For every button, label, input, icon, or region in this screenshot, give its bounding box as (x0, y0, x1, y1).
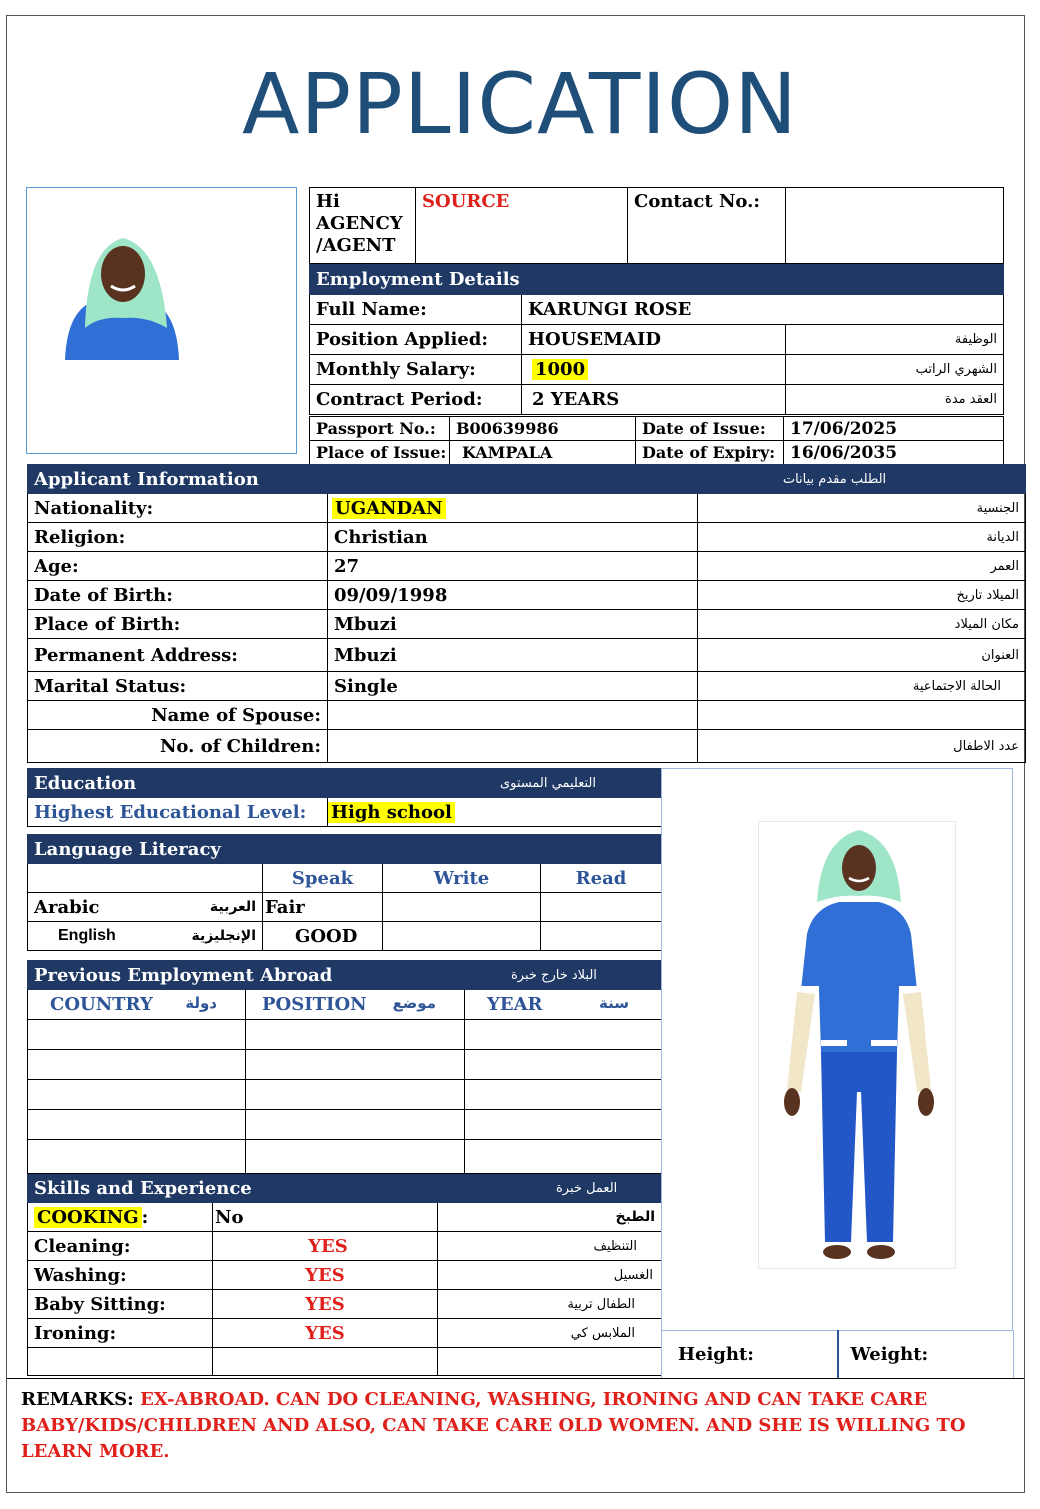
lang-arabic-label: Arabic (28, 893, 153, 922)
spouse-label: Name of Spouse: (28, 701, 328, 730)
spouse-ar (698, 701, 1026, 730)
applicant-header: Applicant Information (28, 465, 698, 494)
contract-value: 2 YEARS (522, 385, 786, 415)
year-col-header-ar: سنة (599, 994, 629, 1012)
dob-label: Date of Birth: (28, 581, 328, 610)
portrait-photo-frame (26, 187, 297, 454)
passport-table (309, 416, 1004, 465)
language-table (27, 834, 662, 951)
religion-ar: الديانة (698, 523, 1026, 552)
remarks-label: REMARKS: (21, 1389, 134, 1410)
agency-source: SOURCE (416, 188, 628, 264)
education-level-value: High school (328, 802, 455, 823)
expiry-date-value: 16/06/2035 (784, 441, 1004, 465)
lang-english-ar: الإنجليزية (153, 922, 263, 951)
nationality-ar: الجنسية (698, 494, 1026, 523)
skill-babysitting-ar: الطفال تربية (438, 1290, 662, 1319)
skill-washing-value: YES (213, 1261, 438, 1290)
skill-cooking-value: No (213, 1203, 438, 1232)
salary-value: 1000 (532, 359, 588, 380)
nationality-value: UGANDAN (332, 498, 446, 519)
full-name-value: KARUNGI ROSE (522, 295, 1004, 325)
employment-table (309, 264, 1004, 415)
height-weight-table (661, 1330, 1014, 1379)
age-label: Age: (28, 552, 328, 581)
skill-cooking-label: COOKING (34, 1207, 142, 1228)
table-row (28, 1080, 662, 1110)
birth-place-ar: مكان الميلاد (698, 610, 1026, 639)
lang-arabic-write (383, 893, 541, 922)
previous-employment-table (27, 960, 662, 1174)
skill-ironing-label: Ironing: (28, 1319, 213, 1348)
employment-header: Employment Details (310, 265, 1004, 295)
nationality-label: Nationality: (28, 494, 328, 523)
address-ar: العنوان (698, 639, 1026, 672)
education-level-label: Highest Educational Level: (28, 798, 328, 827)
lang-arabic-read (541, 893, 662, 922)
full-name-label: Full Name: (310, 295, 522, 325)
skills-header-ar: العمل خبرة (438, 1175, 662, 1203)
expiry-date-label: Date of Expiry: (636, 441, 784, 465)
issue-date-label: Date of Issue: (636, 417, 784, 441)
contract-ar: العقد مدة (786, 385, 1004, 415)
skill-ironing-ar: الملابس كي (438, 1319, 662, 1348)
contact-value[interactable] (786, 188, 1004, 264)
write-col-header: Write (383, 864, 541, 893)
remarks-section (7, 1378, 1024, 1492)
skill-babysitting-value: YES (213, 1290, 438, 1319)
issue-place-label: Place of Issue: (310, 441, 450, 465)
contract-label: Contract Period: (310, 385, 522, 415)
height-label: Height: (662, 1331, 838, 1379)
marital-ar: الحالة الاجتماعية (698, 672, 1026, 701)
skill-washing-ar: الغسيل (438, 1261, 662, 1290)
country-col-header-ar: دولة (185, 994, 217, 1012)
skills-table: Skills and Experience العمل خبرة COOKING : No الطبخ Cleaning: YES التنظيف Washing: YES الغسيل Baby Sitting: YES الطفال تربية Ironing: YES الملابس كي (27, 1174, 662, 1376)
position-ar: الوظيفة (786, 325, 1004, 355)
children-ar: عدد الاطفال (698, 730, 1026, 763)
age-ar: العمر (698, 552, 1026, 581)
remarks-line-1: EX-ABROAD. CAN DO CLEANING, WASHING, IRONING AND CAN TAKE CARE (140, 1389, 928, 1410)
table-row (28, 1050, 662, 1080)
skill-cooking-ar: الطبخ (438, 1203, 662, 1232)
salary-ar: الشهري الراتب (786, 355, 1004, 385)
lang-arabic-speak: Fair (263, 893, 383, 922)
skill-washing-label: Washing: (28, 1261, 213, 1290)
religion-label: Religion: (28, 523, 328, 552)
language-header: Language Literacy (28, 835, 662, 864)
lang-english-speak: GOOD (263, 922, 383, 951)
page-title: APPLICATION (242, 55, 798, 153)
education-table (27, 768, 662, 827)
table-row (28, 1110, 662, 1140)
dob-ar: الميلاد تاريخ (698, 581, 1026, 610)
lang-english-write (383, 922, 541, 951)
read-col-header: Read (541, 864, 662, 893)
lang-english-read (541, 922, 662, 951)
position-col-header: POSITION (262, 994, 367, 1015)
address-value: Mbuzi (328, 639, 698, 672)
position-col-header-ar: موضع (392, 994, 436, 1012)
skill-ironing-value: YES (213, 1319, 438, 1348)
table-row (28, 1348, 662, 1376)
table-row (28, 1140, 662, 1174)
full-body-photo (758, 821, 956, 1269)
speak-col-header: Speak (263, 864, 383, 893)
skill-cleaning-label: Cleaning: (28, 1232, 213, 1261)
birth-place-value: Mbuzi (328, 610, 698, 639)
skills-header: Skills and Experience (28, 1175, 438, 1203)
issue-date-value: 17/06/2025 (784, 417, 1004, 441)
education-header: Education (28, 769, 328, 798)
marital-value: Single (328, 672, 698, 701)
address-label: Permanent Address: (28, 639, 328, 672)
birth-place-label: Place of Birth: (28, 610, 328, 639)
contact-label: Contact No.: (628, 188, 786, 264)
previous-header: Previous Employment Abroad (28, 961, 465, 990)
lang-english-label: English (28, 922, 153, 951)
agency-label: Hi AGENCY /AGENT (310, 188, 416, 264)
education-header-ar: التعليمي المستوى (328, 769, 662, 798)
skill-cleaning-value: YES (213, 1232, 438, 1261)
issue-place-value: KAMPALA (450, 441, 636, 465)
previous-header-ar: البلاد خارج خبرة (465, 961, 662, 990)
skill-babysitting-label: Baby Sitting: (28, 1290, 213, 1319)
passport-no-value: B00639986 (450, 417, 636, 441)
children-value[interactable] (328, 730, 698, 763)
spouse-value[interactable] (328, 701, 698, 730)
salary-label: Monthly Salary: (310, 355, 522, 385)
children-label: No. of Children: (28, 730, 328, 763)
applicant-table (27, 464, 1026, 763)
year-col-header: YEAR (487, 994, 543, 1015)
remarks-line-2: BABY/KIDS/CHILDREN AND ALSO, CAN TAKE CARE OLD WOMEN. AND SHE IS WILLING TO LEARN MORE. (21, 1415, 966, 1462)
position-value: HOUSEMAID (522, 325, 786, 355)
lang-arabic-ar: العربية (153, 893, 263, 922)
religion-value: Christian (328, 523, 698, 552)
applicant-header-ar: الطلب مقدم بيانات (698, 465, 1026, 494)
portrait-photo (27, 188, 295, 452)
age-value: 27 (328, 552, 698, 581)
country-col-header: COUNTRY (50, 994, 153, 1015)
weight-label: Weight: (838, 1331, 1014, 1379)
dob-value: 09/09/1998 (328, 581, 698, 610)
marital-label: Marital Status: (28, 672, 328, 701)
full-body-photo-panel (661, 768, 1013, 1330)
position-label: Position Applied: (310, 325, 522, 355)
passport-no-label: Passport No.: (310, 417, 450, 441)
table-row (28, 1020, 662, 1050)
skill-cleaning-ar: التنظيف (438, 1232, 662, 1261)
agency-table (309, 187, 1004, 264)
